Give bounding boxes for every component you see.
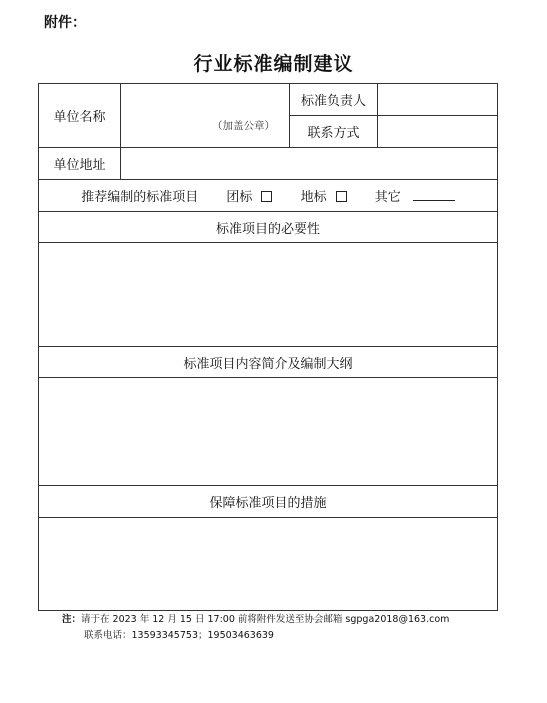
attachment-label: 附件：: [44, 15, 86, 31]
content-field[interactable]: [39, 378, 498, 486]
option-other[interactable]: [367, 190, 455, 205]
option-local-checkbox[interactable]: [336, 191, 347, 202]
recommend-row: [39, 180, 498, 212]
proposal-form-table: [38, 83, 498, 611]
unit-address-label: 单位地址: [39, 148, 121, 180]
footnote-prefix: 注：: [62, 614, 82, 625]
footnote-line-2: 联系电话：13593345753；19503463639: [84, 630, 274, 641]
measures-title: 保障标准项目的措施: [39, 486, 498, 518]
option-group[interactable]: [218, 190, 272, 205]
unit-name-field[interactable]: [121, 84, 290, 148]
contact-label: 联系方式: [290, 116, 378, 148]
footnote-deadline: 请于在 2023 年 12 月 15 日 17:00 前将附件发送至协会邮箱 sgpga2018@163.com: [81, 614, 450, 625]
standard-owner-label: 标准负责人: [290, 84, 378, 116]
necessity-title: 标准项目的必要性: [39, 212, 498, 243]
measures-field[interactable]: [39, 518, 498, 611]
footnote-line-1: [62, 612, 449, 628]
necessity-field[interactable]: [39, 243, 498, 347]
option-group-label: 团标: [226, 190, 253, 205]
option-group-checkbox[interactable]: [261, 191, 272, 202]
page-title: 行业标准编制建议: [193, 53, 354, 75]
footnote: [62, 612, 449, 644]
option-other-blank[interactable]: [413, 190, 455, 201]
option-other-label: 其它: [374, 190, 401, 205]
contact-field[interactable]: [378, 116, 498, 148]
standard-owner-field[interactable]: [378, 84, 498, 116]
option-local-label: 地标: [300, 190, 327, 205]
recommend-label: 推荐编制的标准项目: [81, 190, 199, 205]
content-title: 标准项目内容简介及编制大纲: [39, 347, 498, 378]
option-local[interactable]: [293, 190, 347, 205]
unit-address-field[interactable]: [121, 148, 498, 180]
seal-note: （加盖公章）: [212, 120, 275, 132]
unit-name-label: 单位名称: [39, 84, 121, 148]
